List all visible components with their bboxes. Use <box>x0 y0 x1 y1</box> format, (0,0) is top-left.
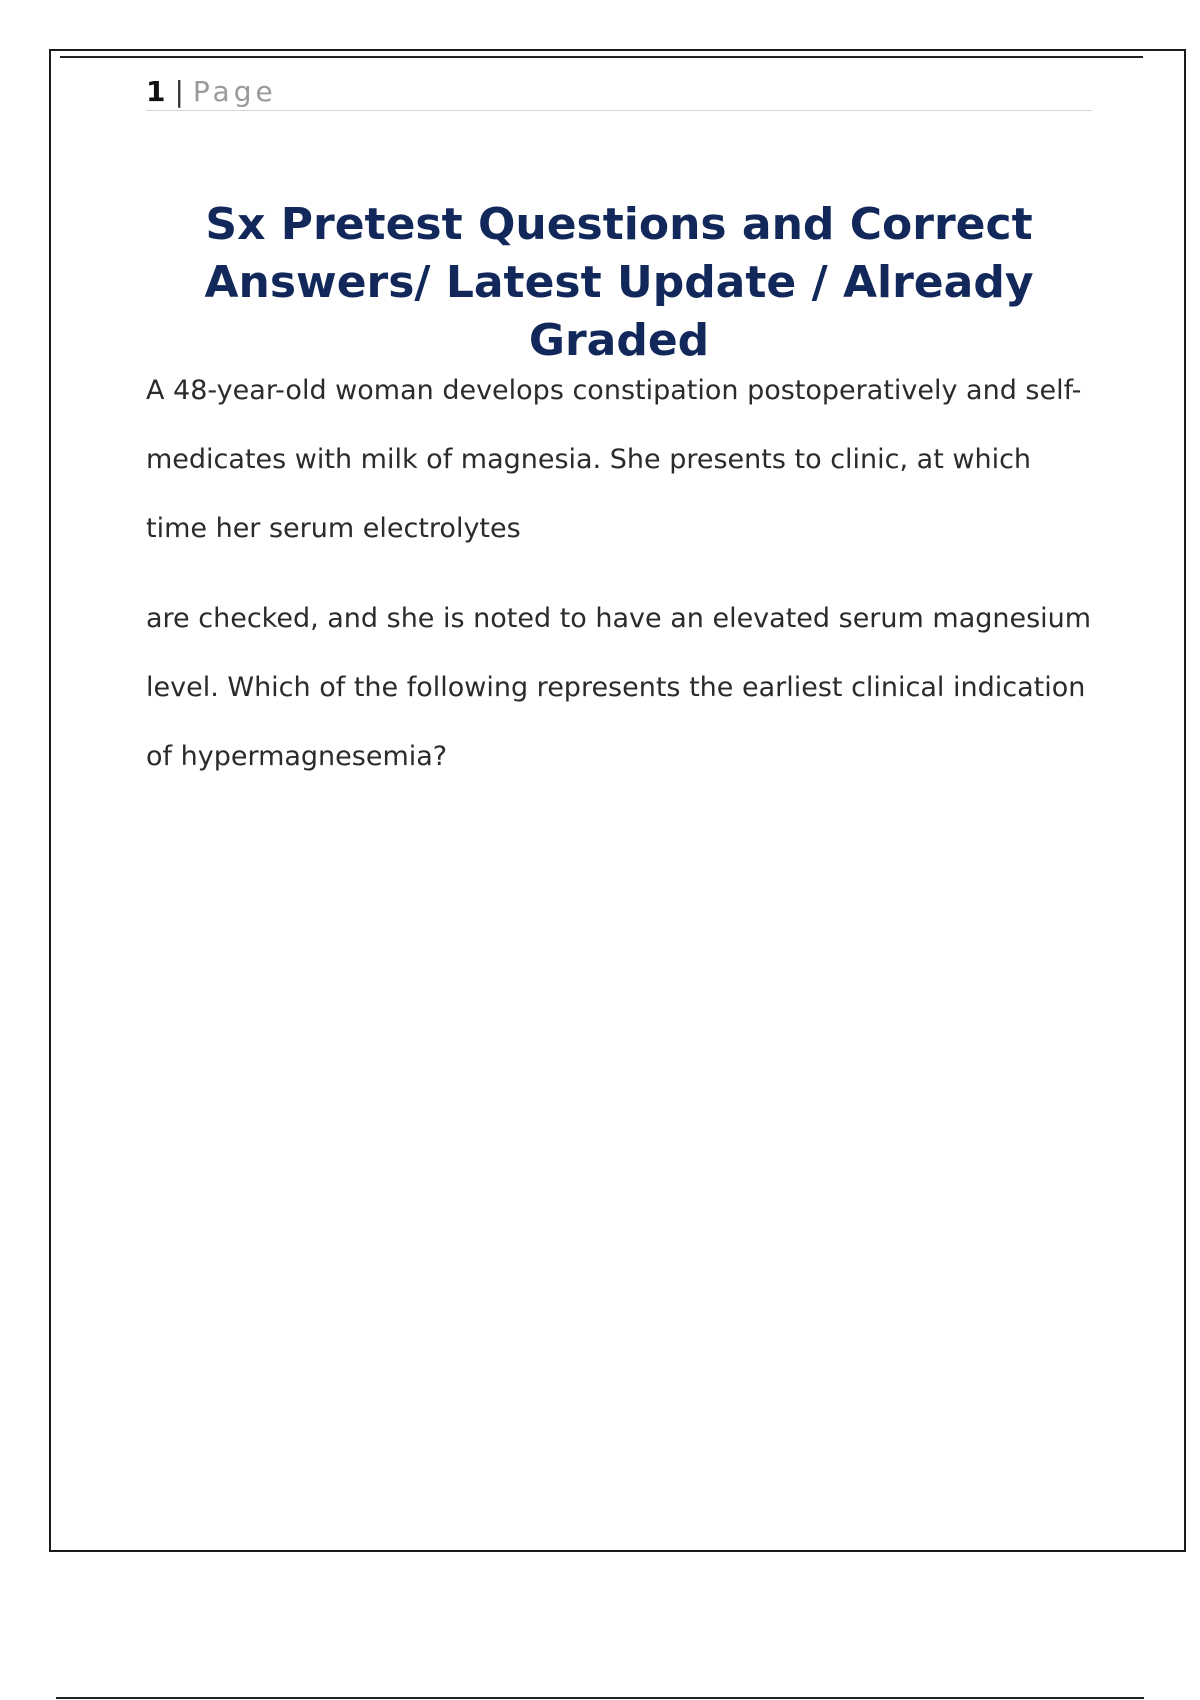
question-paragraph-2: are checked, and she is noted to have an elevated serum magnesium level. Which of the following represents the earliest clinical indication of hypermagnesemia? <box>146 603 1092 772</box>
document-title: Sx Pretest Questions and Correct Answers/ Latest Update / Already Graded <box>204 199 1034 366</box>
question-paragraph-1: A 48-year-old woman develops constipation postoperatively and self-medicates with milk of magnesia. She presents to clinic, at which time her serum electrolytes <box>146 375 1082 544</box>
page-label: Page <box>192 75 277 108</box>
bottom-rule <box>56 1697 1144 1699</box>
top-rule <box>60 56 1143 58</box>
page-header <box>146 74 1092 111</box>
header-separator: | <box>174 75 185 108</box>
page-number: 1 <box>146 75 167 108</box>
